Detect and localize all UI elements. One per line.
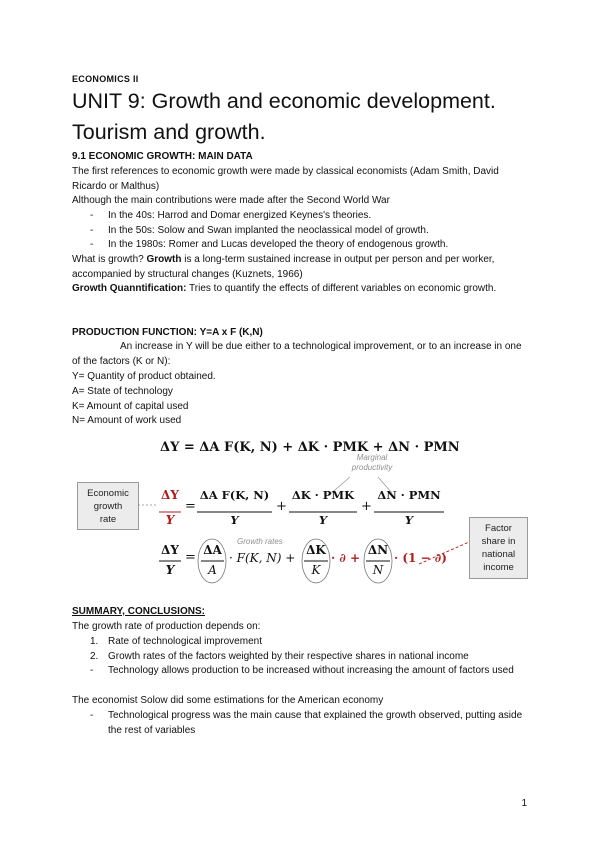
definition: A= State of technology bbox=[72, 386, 173, 397]
term-share-labour: · (1 − ∂) bbox=[394, 551, 447, 565]
label-economic-growth-rate: Economic growth rate bbox=[77, 482, 139, 530]
equals-sign: = bbox=[185, 550, 196, 565]
bullet-list bbox=[72, 664, 532, 679]
numerator: ΔN · PMN bbox=[377, 488, 441, 502]
numbered-list bbox=[72, 635, 532, 664]
definition: N= Amount of work used bbox=[72, 415, 182, 426]
list-item: - In the 1980s: Romer and Lucas developed the theory of endogenous growth. bbox=[72, 238, 532, 253]
growth-definition: What is growth? Growth is a long-term sustained increase in output per person and per worker, accompanied by structural changes (Kuznets, 1966) bbox=[72, 254, 495, 280]
list-item: - Technology allows production to be increased without increasing the amount of factors used bbox=[72, 664, 532, 679]
bullet-list bbox=[72, 709, 532, 738]
denominator: Y bbox=[318, 513, 328, 527]
numerator: ΔN bbox=[367, 543, 389, 557]
numerator: ΔK · PMK bbox=[291, 488, 355, 502]
list-item: 2. Growth rates of the factors weighted by their respective shares in national income bbox=[90, 650, 469, 662]
annotation-growth-rates: Growth rates bbox=[237, 537, 283, 546]
numerator: ΔA bbox=[203, 543, 222, 557]
list-item: - In the 40s: Harrod and Domar energized Keynes's theories. bbox=[72, 209, 532, 224]
paragraph: The first references to economic growth were made by classical economists (Adam Smith, David Ricardo or Malthus) bbox=[72, 166, 499, 192]
numerator: ΔK bbox=[306, 543, 326, 557]
equals-sign: = bbox=[185, 499, 196, 514]
section-heading: 9.1 ECONOMIC GROWTH: MAIN DATA bbox=[72, 151, 253, 162]
annotation-marginal-productivity: Marginal productivity bbox=[351, 453, 393, 472]
list-item: - Technological progress was the main cause that explained the growth observed, putting aside the rest of variables bbox=[72, 709, 532, 738]
paragraph: The growth rate of production depends on: bbox=[72, 621, 261, 632]
plus-sign: + bbox=[276, 499, 287, 514]
page-title: UNIT 9: Growth and economic development. Tourism and growth. bbox=[72, 89, 496, 144]
denominator: Y bbox=[230, 513, 239, 527]
growth-quantification: Growth Quanntification: Tries to quantify the effects of different variables on economic growth. bbox=[72, 283, 497, 294]
list-item: 1. Rate of technological improvement bbox=[90, 636, 262, 647]
denominator: K bbox=[311, 563, 321, 577]
paragraph: An increase in Y will be due either to a technological improvement, or to an increase in one of the factors (K or N): bbox=[72, 341, 522, 367]
term-share-capital: · ∂ + bbox=[331, 551, 360, 565]
paragraph: Although the main contributions were made after the Second World War bbox=[72, 195, 390, 206]
page-number: 1 bbox=[521, 798, 527, 809]
definition: K= Amount of capital used bbox=[72, 401, 189, 412]
denominator: N bbox=[372, 563, 384, 577]
course-label: ECONOMICS II bbox=[72, 74, 139, 84]
denominator: Y bbox=[165, 563, 175, 577]
denominator: A bbox=[208, 563, 217, 577]
production-heading: PRODUCTION FUNCTION: Y=A x F (K,N) bbox=[72, 327, 263, 338]
summary-heading: SUMMARY, CONCLUSIONS: bbox=[72, 606, 205, 617]
equation-main: ΔY = ΔA F(K, N) + ΔK · PMK + ΔN · PMN bbox=[160, 440, 460, 455]
numerator: ΔA F(K, N) bbox=[199, 488, 270, 502]
numerator: ΔY bbox=[161, 543, 179, 557]
numerator: ΔY bbox=[161, 488, 179, 502]
plus-sign: + bbox=[361, 499, 372, 514]
term-fkn: · F(K, N) + bbox=[229, 551, 296, 565]
label-factor-share: Factor share in national income bbox=[469, 517, 528, 579]
paragraph: The economist Solow did some estimations for the American economy bbox=[72, 695, 384, 706]
denominator: Y bbox=[404, 513, 414, 527]
list-item: - In the 50s: Solow and Swan implanted the neoclassical model of growth. bbox=[72, 224, 532, 239]
denominator: Y bbox=[165, 513, 175, 527]
definition: Y= Quantity of product obtained. bbox=[72, 371, 216, 382]
